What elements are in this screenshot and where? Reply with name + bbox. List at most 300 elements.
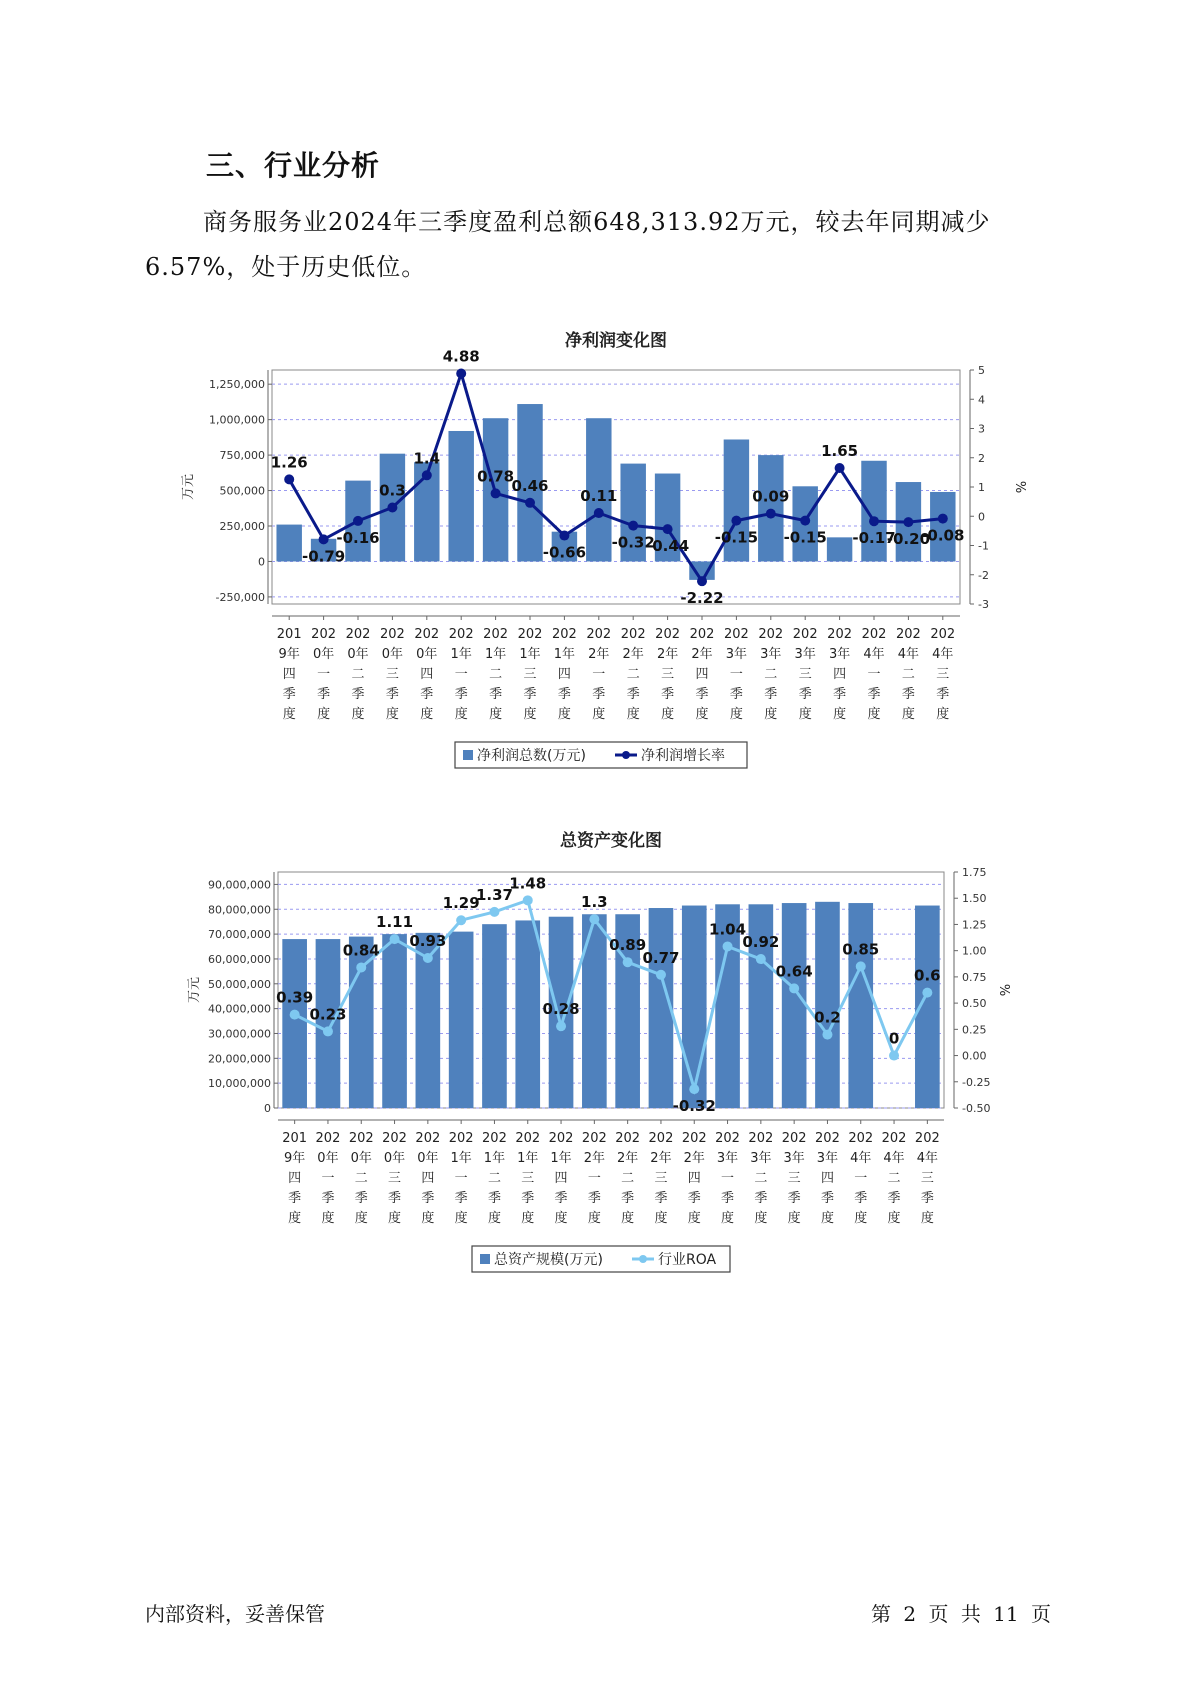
bar (682, 906, 707, 1108)
x-tick-label: 202 (581, 1131, 607, 1146)
line-point (390, 934, 400, 944)
y-tick-label: -250,000 (215, 590, 265, 604)
x-tick-label: 三 (388, 1171, 402, 1186)
x-tick-label: 三 (523, 667, 537, 682)
x-tick-label: 四 (420, 667, 434, 682)
x-tick-label: 202 (517, 627, 543, 642)
plot-area (278, 872, 944, 1108)
y2-tick-label: -3 (978, 598, 989, 611)
data-label: 0.09 (752, 487, 790, 506)
data-label: -0.17 (852, 529, 896, 548)
x-tick-label: 4年 (863, 647, 885, 662)
x-tick-label: 202 (348, 1131, 374, 1146)
data-label: 0 (888, 1029, 900, 1048)
x-tick-label: 2年 (588, 647, 610, 662)
x-tick-label: 二 (754, 1171, 768, 1186)
x-tick-label: 季 (654, 1191, 668, 1206)
x-tick-label: 度 (592, 707, 606, 722)
data-label: -0.08 (921, 526, 965, 545)
data-label: 4.88 (442, 347, 480, 366)
bar (515, 920, 540, 1108)
y2-axis-label: % (996, 983, 1011, 997)
x-tick-label: 度 (787, 1211, 801, 1226)
x-tick-label: 3年 (716, 1151, 739, 1166)
x-tick-label: 季 (354, 1191, 368, 1206)
x-tick-label: 季 (887, 1191, 901, 1206)
x-tick-label: 季 (282, 687, 296, 702)
x-tick-label: 9年 (278, 647, 300, 662)
y-tick-label: 0 (258, 555, 265, 569)
x-tick-label: 一 (587, 1171, 601, 1186)
y2-tick-label: 0.25 (962, 1023, 987, 1037)
x-tick-label: 3年 (783, 1151, 805, 1166)
x-tick-label: 202 (448, 1131, 474, 1146)
x-tick-label: 三 (385, 667, 399, 682)
legend-line-marker (639, 1255, 647, 1263)
x-tick-label: 季 (587, 1191, 601, 1206)
x-tick-label: 3年 (816, 1151, 839, 1166)
x-tick-label: 二 (621, 1171, 635, 1186)
total-assets-chart-svg (0, 800, 1191, 1280)
legend-bar-label: 总资产规模(万元) (494, 1252, 603, 1268)
x-tick-label: 202 (414, 627, 440, 642)
x-tick-label: 3年 (794, 647, 816, 662)
x-tick-label: 度 (833, 707, 847, 722)
data-label: 1.26 (270, 453, 308, 472)
x-tick-label: 三 (920, 1171, 934, 1186)
data-label: 0.77 (642, 948, 680, 967)
x-tick-label: 4年 (897, 647, 920, 662)
x-tick-label: 202 (415, 1131, 441, 1146)
x-tick-label: 0年 (312, 647, 335, 662)
x-tick-label: 2年 (622, 647, 644, 662)
line-point (489, 907, 499, 917)
x-tick-label: 度 (454, 707, 468, 722)
data-label: 0.78 (477, 467, 515, 486)
x-tick-label: 季 (321, 1191, 335, 1206)
y-tick-label: 1,000,000 (209, 413, 265, 427)
data-label: -0.20 (886, 530, 931, 549)
x-tick-label: 度 (454, 1211, 468, 1226)
data-label: -2.22 (680, 589, 724, 608)
bar (276, 525, 301, 562)
x-tick-label: 1年 (519, 647, 541, 662)
chart-title: 总资产变化图 (560, 831, 662, 851)
x-tick-label: 季 (523, 687, 537, 702)
x-tick-label: 三 (787, 1171, 801, 1186)
x-tick-label: 季 (385, 687, 399, 702)
x-tick-label: 二 (351, 667, 365, 682)
x-tick-label: 2年 (656, 647, 679, 662)
x-tick-label: 0年 (417, 1151, 439, 1166)
x-tick-label: 季 (661, 687, 675, 702)
x-tick-label: 季 (521, 1191, 535, 1206)
bar (382, 934, 407, 1108)
x-tick-label: 季 (798, 687, 812, 702)
x-tick-label: 度 (621, 1211, 635, 1226)
x-tick-label: 度 (820, 1211, 834, 1226)
x-tick-label: 季 (920, 1191, 934, 1206)
x-tick-label: 四 (833, 667, 847, 682)
x-tick-label: 季 (854, 1191, 868, 1206)
x-tick-label: 一 (867, 667, 881, 682)
footer-page-number: 第 2 页 共 11 页 (871, 1602, 1051, 1626)
x-tick-label: 202 (792, 627, 818, 642)
data-label: -0.66 (542, 543, 587, 562)
x-tick-label: 202 (615, 1131, 641, 1146)
x-tick-label: 2年 (691, 647, 713, 662)
net-profit-chart-svg (0, 300, 1191, 780)
data-label: 1.04 (709, 920, 747, 939)
x-tick-label: 202 (715, 1131, 740, 1146)
y-tick-label: 30,000,000 (208, 1027, 271, 1041)
x-tick-label: 202 (748, 1131, 774, 1146)
x-tick-label: 202 (648, 1131, 674, 1146)
x-tick-label: 202 (311, 627, 337, 642)
footer-confidential-note: 内部资料，妥善保管 (145, 1602, 325, 1626)
y-tick-label: 0 (264, 1102, 271, 1115)
y-tick-label: 80,000,000 (208, 903, 271, 917)
y2-tick-label: -2 (978, 568, 989, 582)
y2-tick-label: 0.50 (962, 997, 987, 1011)
line-point (789, 983, 799, 993)
x-tick-label: 度 (388, 1211, 402, 1226)
x-tick-label: 一 (454, 667, 468, 682)
x-tick-label: 202 (861, 627, 887, 642)
legend-line-label: 行业ROA (658, 1252, 717, 1268)
data-label: -0.32 (611, 533, 655, 552)
x-tick-label: 季 (489, 687, 503, 702)
x-tick-label: 三 (521, 1171, 535, 1186)
data-label: -0.15 (783, 528, 827, 547)
line-point (628, 521, 638, 531)
x-tick-label: 202 (482, 1131, 507, 1146)
x-tick-label: 度 (854, 1211, 868, 1226)
line-point (756, 954, 766, 964)
x-tick-label: 一 (854, 1171, 868, 1186)
data-label: -0.16 (336, 528, 380, 547)
x-tick-label: 0年 (347, 647, 369, 662)
line-point (422, 470, 432, 480)
x-tick-label: 度 (321, 1211, 335, 1226)
x-tick-label: 季 (487, 1191, 501, 1206)
x-tick-label: 季 (626, 687, 640, 702)
legend-bar-swatch (480, 1254, 490, 1264)
x-tick-label: 季 (421, 1191, 435, 1206)
line-point (353, 516, 363, 526)
x-tick-label: 度 (354, 1211, 368, 1226)
data-label: 0.46 (511, 476, 549, 495)
data-label: -0.79 (301, 547, 346, 566)
line-point (766, 509, 776, 519)
data-label: 0.85 (842, 940, 880, 959)
x-tick-label: 202 (815, 1131, 840, 1146)
y-axis-label: 万元 (187, 976, 202, 1004)
x-tick-label: 三 (661, 667, 675, 682)
x-tick-label: 0年 (350, 1151, 372, 1166)
x-tick-label: 1年 (450, 647, 472, 662)
y2-tick-label: 3 (978, 422, 985, 436)
x-tick-label: 201 (276, 627, 302, 642)
y-tick-label: 40,000,000 (208, 1002, 271, 1016)
y2-tick-label: 0.00 (962, 1049, 987, 1063)
x-tick-label: 季 (687, 1191, 701, 1206)
x-tick-label: 四 (554, 1171, 568, 1186)
y2-tick-label: 0.75 (962, 970, 987, 984)
x-tick-label: 度 (936, 707, 950, 722)
y-tick-label: 1,250,000 (209, 378, 265, 392)
x-tick-label: 度 (729, 707, 743, 722)
x-tick-label: 1年 (450, 1151, 472, 1166)
x-tick-label: 季 (867, 687, 881, 702)
x-tick-label: 度 (523, 707, 537, 722)
line-point (387, 502, 397, 512)
data-label: 0.2 (814, 1008, 841, 1027)
x-tick-label: 202 (655, 627, 681, 642)
data-label: 1.4 (413, 449, 441, 468)
line-point (723, 941, 733, 951)
x-tick-label: 4年 (916, 1151, 938, 1166)
x-tick-label: 2年 (650, 1151, 672, 1166)
y2-tick-label: 5 (978, 364, 985, 377)
x-tick-label: 202 (895, 627, 921, 642)
line-point (889, 1051, 899, 1061)
x-tick-label: 202 (551, 627, 577, 642)
x-tick-label: 一 (321, 1171, 335, 1186)
data-label: -0.15 (714, 528, 759, 547)
x-tick-label: 二 (901, 667, 915, 682)
x-tick-label: 2年 (683, 1151, 705, 1166)
x-tick-label: 二 (489, 667, 503, 682)
x-tick-label: 202 (345, 627, 371, 642)
data-label: -0.32 (672, 1097, 716, 1116)
x-tick-label: 1年 (550, 1151, 572, 1166)
x-tick-label: 3年 (828, 647, 851, 662)
x-tick-label: 202 (382, 1131, 407, 1146)
data-label: 0.39 (276, 988, 314, 1007)
line-point (697, 576, 707, 586)
x-tick-label: 202 (723, 627, 749, 642)
x-tick-label: 季 (454, 687, 468, 702)
x-tick-label: 三 (936, 667, 950, 682)
line-point (456, 369, 466, 379)
x-tick-label: 季 (721, 1191, 735, 1206)
x-tick-label: 四 (820, 1171, 834, 1186)
net-profit-chart (0, 300, 1191, 780)
x-tick-label: 度 (654, 1211, 668, 1226)
x-tick-label: 四 (557, 667, 571, 682)
y2-tick-label: -0.25 (962, 1075, 991, 1089)
x-tick-label: 202 (681, 1131, 707, 1146)
x-tick-label: 202 (930, 627, 956, 642)
data-label: 0.92 (742, 933, 780, 952)
line-point (556, 1021, 566, 1031)
x-tick-label: 202 (689, 627, 715, 642)
x-tick-label: 四 (687, 1171, 701, 1186)
line-point (594, 508, 604, 518)
y2-tick-label: -1 (978, 539, 989, 553)
x-tick-label: 202 (620, 627, 646, 642)
x-tick-label: 季 (754, 1191, 768, 1206)
y2-tick-label: -0.50 (962, 1102, 991, 1115)
data-label: -0.44 (645, 537, 690, 556)
x-tick-label: 一 (729, 667, 743, 682)
x-tick-label: 9年 (284, 1151, 306, 1166)
data-label: 0.93 (409, 932, 447, 951)
bar (282, 939, 307, 1108)
x-tick-label: 0年 (383, 1151, 406, 1166)
x-tick-label: 度 (385, 707, 399, 722)
x-tick-label: 度 (695, 707, 709, 722)
data-label: 0.28 (542, 1000, 580, 1019)
x-tick-label: 季 (592, 687, 606, 702)
x-tick-label: 季 (936, 687, 950, 702)
data-label: 1.48 (509, 874, 547, 893)
x-tick-label: 度 (421, 1211, 435, 1226)
y2-tick-label: 2 (978, 451, 985, 465)
line-point (656, 970, 666, 980)
x-tick-label: 季 (388, 1191, 402, 1206)
x-tick-label: 0年 (317, 1151, 339, 1166)
data-label: 0.84 (342, 941, 380, 960)
x-tick-label: 四 (695, 667, 709, 682)
bar (758, 455, 783, 561)
data-label: 0.64 (775, 962, 813, 981)
data-label: 0.23 (309, 1005, 347, 1024)
y-tick-label: 90,000,000 (208, 878, 271, 892)
y-tick-label: 60,000,000 (208, 952, 271, 966)
x-tick-label: 四 (282, 667, 296, 682)
x-tick-label: 度 (901, 707, 915, 722)
x-tick-label: 度 (487, 1211, 501, 1226)
x-tick-label: 度 (557, 707, 571, 722)
data-label: 1.29 (442, 894, 480, 913)
y2-tick-label: 4 (978, 393, 985, 407)
section-heading: 三、行业分析 (206, 149, 381, 182)
bar (815, 902, 840, 1108)
y-axis-label: 万元 (181, 473, 196, 501)
data-label: 1.3 (581, 893, 608, 912)
x-tick-label: 3年 (760, 647, 782, 662)
legend-bar-label: 净利润总数(万元) (477, 748, 586, 764)
bar (827, 537, 852, 561)
x-tick-label: 度 (687, 1211, 701, 1226)
x-tick-label: 202 (379, 627, 405, 642)
x-tick-label: 度 (754, 1211, 768, 1226)
x-tick-label: 3年 (750, 1151, 772, 1166)
bar (482, 924, 507, 1108)
y2-tick-label: 1.75 (962, 866, 987, 879)
x-tick-label: 季 (901, 687, 915, 702)
y2-tick-label: 1.25 (962, 918, 987, 932)
x-tick-label: 季 (454, 1191, 468, 1206)
x-tick-label: 度 (554, 1211, 568, 1226)
x-tick-label: 0年 (416, 647, 438, 662)
line-point (525, 498, 535, 508)
y2-tick-label: 1.00 (962, 944, 987, 958)
x-tick-label: 201 (282, 1131, 308, 1146)
x-tick-label: 度 (489, 707, 503, 722)
data-label: 1.65 (821, 441, 859, 460)
x-tick-label: 202 (515, 1131, 541, 1146)
legend-line-label: 净利润增长率 (641, 748, 725, 764)
data-label: 0.11 (580, 487, 618, 506)
line-point (856, 961, 866, 971)
x-tick-label: 202 (781, 1131, 807, 1146)
data-label: 1.37 (475, 885, 513, 904)
x-tick-label: 202 (881, 1131, 907, 1146)
line-point (323, 1026, 333, 1036)
data-label: 0.6 (914, 966, 941, 985)
bar (316, 939, 341, 1108)
y2-tick-label: 1.50 (962, 892, 987, 906)
x-tick-label: 度 (920, 1211, 934, 1226)
x-tick-label: 2年 (617, 1151, 639, 1166)
line-point (869, 516, 879, 526)
line-point (800, 516, 810, 526)
x-tick-label: 4年 (883, 1151, 905, 1166)
x-tick-label: 度 (721, 1211, 735, 1226)
x-tick-label: 度 (420, 707, 434, 722)
x-tick-label: 度 (798, 707, 812, 722)
bar (448, 431, 473, 561)
x-tick-label: 度 (288, 1211, 302, 1226)
x-tick-label: 202 (827, 627, 853, 642)
line-point (290, 1010, 300, 1020)
x-tick-label: 季 (317, 687, 331, 702)
x-tick-label: 二 (487, 1171, 501, 1186)
y-tick-label: 20,000,000 (208, 1052, 271, 1066)
line-point (731, 516, 741, 526)
x-tick-label: 季 (554, 1191, 568, 1206)
x-tick-label: 二 (626, 667, 640, 682)
x-tick-label: 四 (421, 1171, 435, 1186)
y2-tick-label: 0 (978, 510, 985, 524)
line-point (938, 514, 948, 524)
x-tick-label: 季 (420, 687, 434, 702)
data-label: 1.11 (376, 913, 414, 932)
line-point (559, 531, 569, 541)
x-tick-label: 度 (521, 1211, 535, 1226)
data-label: 0.89 (609, 936, 647, 955)
x-tick-label: 三 (798, 667, 812, 682)
x-tick-label: 1年 (517, 1151, 539, 1166)
line-point (491, 488, 501, 498)
y-tick-label: 250,000 (219, 520, 265, 533)
line-point (689, 1084, 699, 1094)
y2-tick-label: 1 (978, 481, 985, 494)
x-tick-label: 202 (315, 1131, 341, 1146)
x-tick-label: 一 (454, 1171, 468, 1186)
y-tick-label: 10,000,000 (208, 1077, 271, 1091)
x-tick-label: 202 (914, 1131, 940, 1146)
line-point (822, 1030, 832, 1040)
x-tick-label: 季 (787, 1191, 801, 1206)
x-tick-label: 季 (695, 687, 709, 702)
x-tick-label: 202 (448, 627, 474, 642)
line-point (319, 534, 329, 544)
x-tick-label: 202 (548, 1131, 574, 1146)
legend-bar-swatch (463, 750, 473, 760)
x-tick-label: 1年 (553, 647, 576, 662)
x-tick-label: 1年 (483, 1151, 506, 1166)
bar (449, 932, 474, 1108)
x-tick-label: 4年 (850, 1151, 872, 1166)
line-point (903, 517, 913, 527)
x-tick-label: 度 (317, 707, 331, 722)
x-tick-label: 季 (764, 687, 778, 702)
x-tick-label: 季 (288, 1191, 302, 1206)
